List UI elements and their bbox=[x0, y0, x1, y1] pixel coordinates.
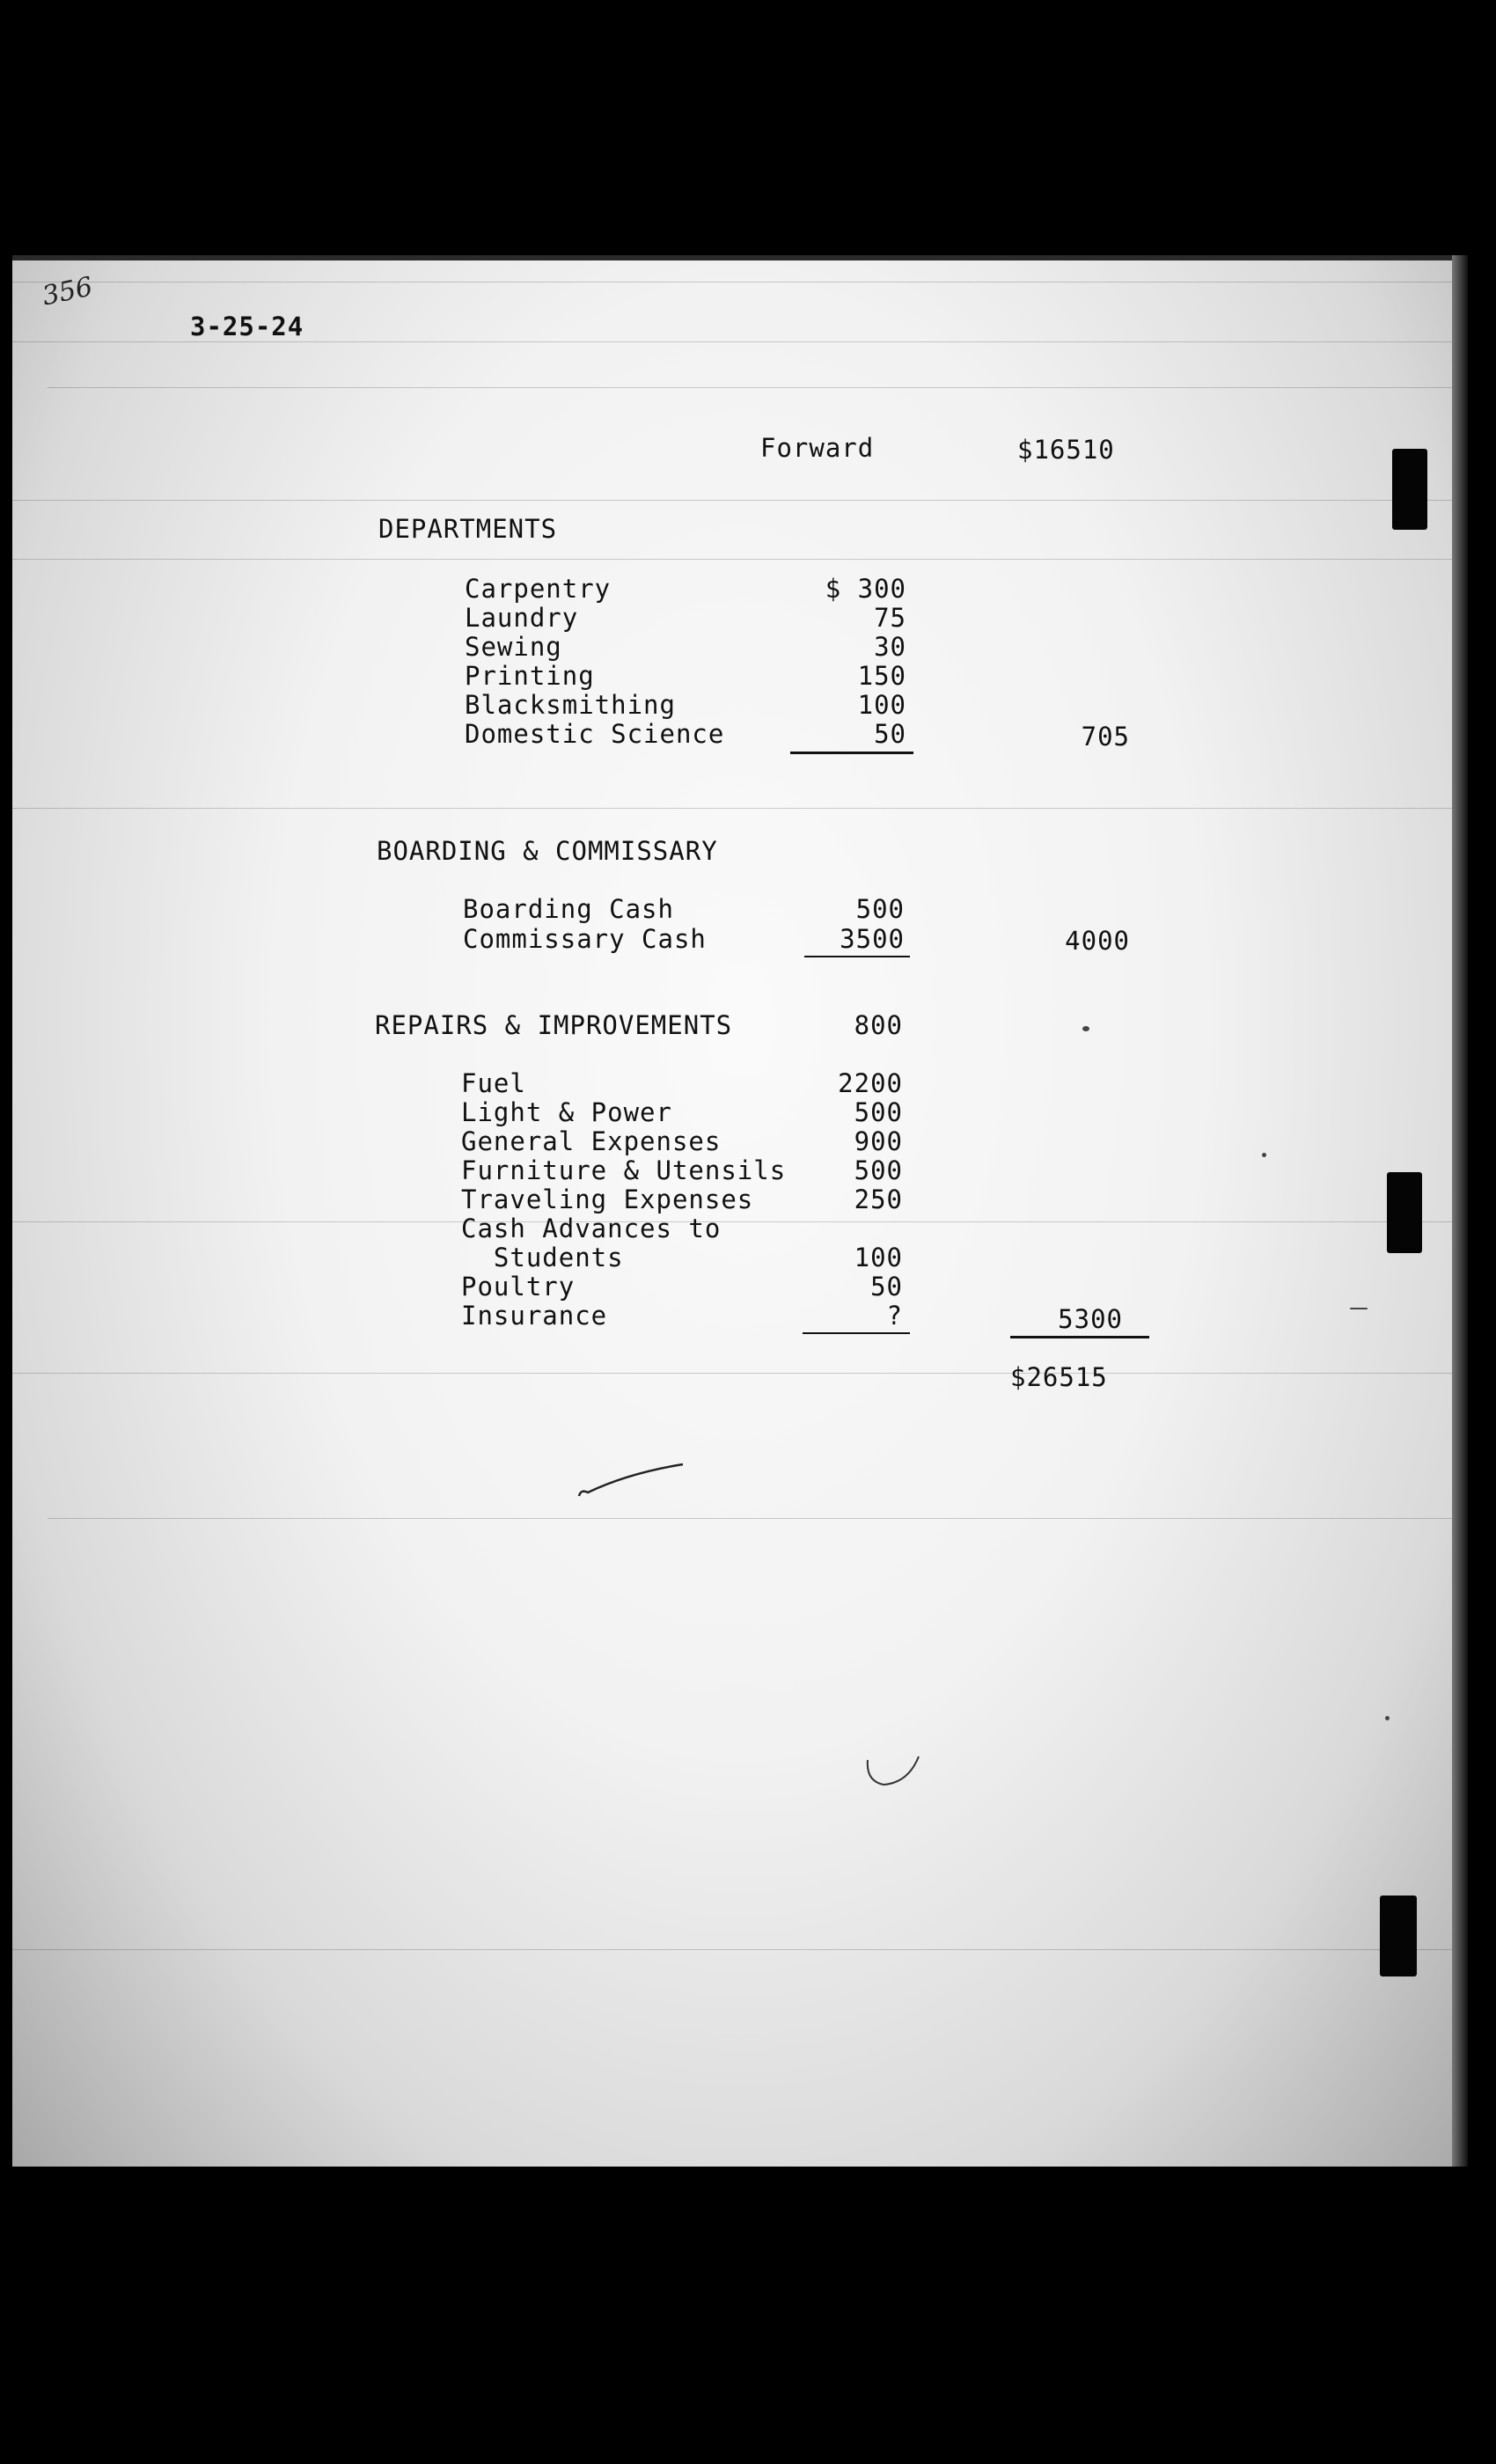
ledger-rule bbox=[12, 1373, 1468, 1374]
repairs-label-furniture-utensils: Furniture & Utensils bbox=[461, 1155, 787, 1185]
repairs-subtotal-underline bbox=[803, 1332, 910, 1334]
repairs-label-general-expenses: General Expenses bbox=[461, 1126, 722, 1156]
ledger-rule bbox=[12, 559, 1468, 560]
boarding-subtotal-underline bbox=[804, 956, 910, 957]
index-tab bbox=[1392, 449, 1427, 530]
repairs-label-insurance: Insurance bbox=[461, 1301, 608, 1331]
forward-amount: $16510 bbox=[1017, 435, 1115, 465]
repairs-amount-traveling-expenses: 250 bbox=[854, 1184, 903, 1214]
department-amount-sewing: 30 bbox=[874, 632, 906, 662]
paper-speck bbox=[1350, 1308, 1368, 1309]
ledger-page bbox=[12, 255, 1468, 2167]
ledger-rule bbox=[12, 1221, 1468, 1222]
department-label-printing: Printing bbox=[465, 661, 595, 691]
paper-speck bbox=[1082, 1026, 1089, 1031]
department-label-carpentry: Carpentry bbox=[465, 574, 612, 604]
ledger-rule bbox=[48, 387, 1456, 388]
department-amount-domestic-science: 50 bbox=[874, 719, 906, 749]
repairs-label-fuel: Fuel bbox=[461, 1068, 526, 1098]
repairs-amount-insurance: ? bbox=[886, 1301, 903, 1331]
ledger-rule bbox=[48, 1518, 1456, 1519]
page-number: 356 bbox=[39, 271, 96, 312]
ledger-rule bbox=[12, 1949, 1468, 1950]
forward-label: Forward bbox=[760, 433, 875, 463]
ledger-rule bbox=[12, 341, 1468, 342]
boarding-label-boarding-cash: Boarding Cash bbox=[463, 894, 674, 924]
repairs-label-traveling-expenses: Traveling Expenses bbox=[461, 1184, 754, 1214]
document-date: 3-25-24 bbox=[190, 312, 304, 341]
repairs-total-underline bbox=[1010, 1336, 1149, 1338]
index-tab bbox=[1387, 1172, 1422, 1253]
index-tab bbox=[1380, 1896, 1417, 1976]
repairs-amount: 800 bbox=[854, 1010, 903, 1040]
repairs-label-students: Students bbox=[461, 1243, 624, 1272]
check-mark-icon bbox=[576, 1459, 690, 1503]
ledger-rule bbox=[12, 500, 1468, 501]
ledger-rule bbox=[12, 808, 1468, 809]
boarding-heading: BOARDING & COMMISSARY bbox=[377, 836, 718, 866]
department-amount-laundry: 75 bbox=[874, 603, 906, 633]
repairs-amount-students: 100 bbox=[854, 1243, 903, 1272]
boarding-label-commissary-cash: Commissary Cash bbox=[463, 924, 707, 954]
department-label-blacksmithing: Blacksmithing bbox=[465, 690, 676, 720]
departments-heading: DEPARTMENTS bbox=[378, 514, 558, 544]
repairs-amount-poultry: 50 bbox=[870, 1272, 903, 1302]
repairs-amount-light-power: 500 bbox=[854, 1097, 903, 1127]
page-edge bbox=[12, 255, 1468, 260]
department-label-laundry: Laundry bbox=[465, 603, 579, 633]
repairs-amount-general-expenses: 900 bbox=[854, 1126, 903, 1156]
scribble-mark-icon bbox=[862, 1751, 933, 1795]
grand-total: $26515 bbox=[1010, 1362, 1108, 1392]
department-label-domestic-science: Domestic Science bbox=[465, 719, 725, 749]
repairs-label-poultry: Poultry bbox=[461, 1272, 576, 1302]
repairs-label-light-power: Light & Power bbox=[461, 1097, 672, 1127]
departments-total: 705 bbox=[1081, 722, 1130, 752]
department-amount-carpentry: $ 300 bbox=[825, 574, 906, 604]
boarding-amount-boarding-cash: 500 bbox=[855, 894, 905, 924]
repairs-amount-furniture-utensils: 500 bbox=[854, 1155, 903, 1185]
boarding-total: 4000 bbox=[1065, 926, 1130, 956]
repairs-label-cash-advances: Cash Advances to bbox=[461, 1214, 722, 1243]
department-label-sewing: Sewing bbox=[465, 632, 562, 662]
department-amount-blacksmithing: 100 bbox=[857, 690, 906, 720]
repairs-amount-fuel: 2200 bbox=[838, 1068, 903, 1098]
repairs-heading: REPAIRS & IMPROVEMENTS bbox=[375, 1010, 733, 1040]
department-amount-printing: 150 bbox=[857, 661, 906, 691]
departments-subtotal-underline bbox=[790, 752, 913, 754]
boarding-amount-commissary-cash: 3500 bbox=[840, 924, 905, 954]
page-right-edge bbox=[1452, 255, 1468, 2167]
repairs-total: 5300 bbox=[1058, 1304, 1123, 1334]
paper-speck bbox=[1262, 1153, 1266, 1157]
paper-speck bbox=[1385, 1716, 1390, 1720]
